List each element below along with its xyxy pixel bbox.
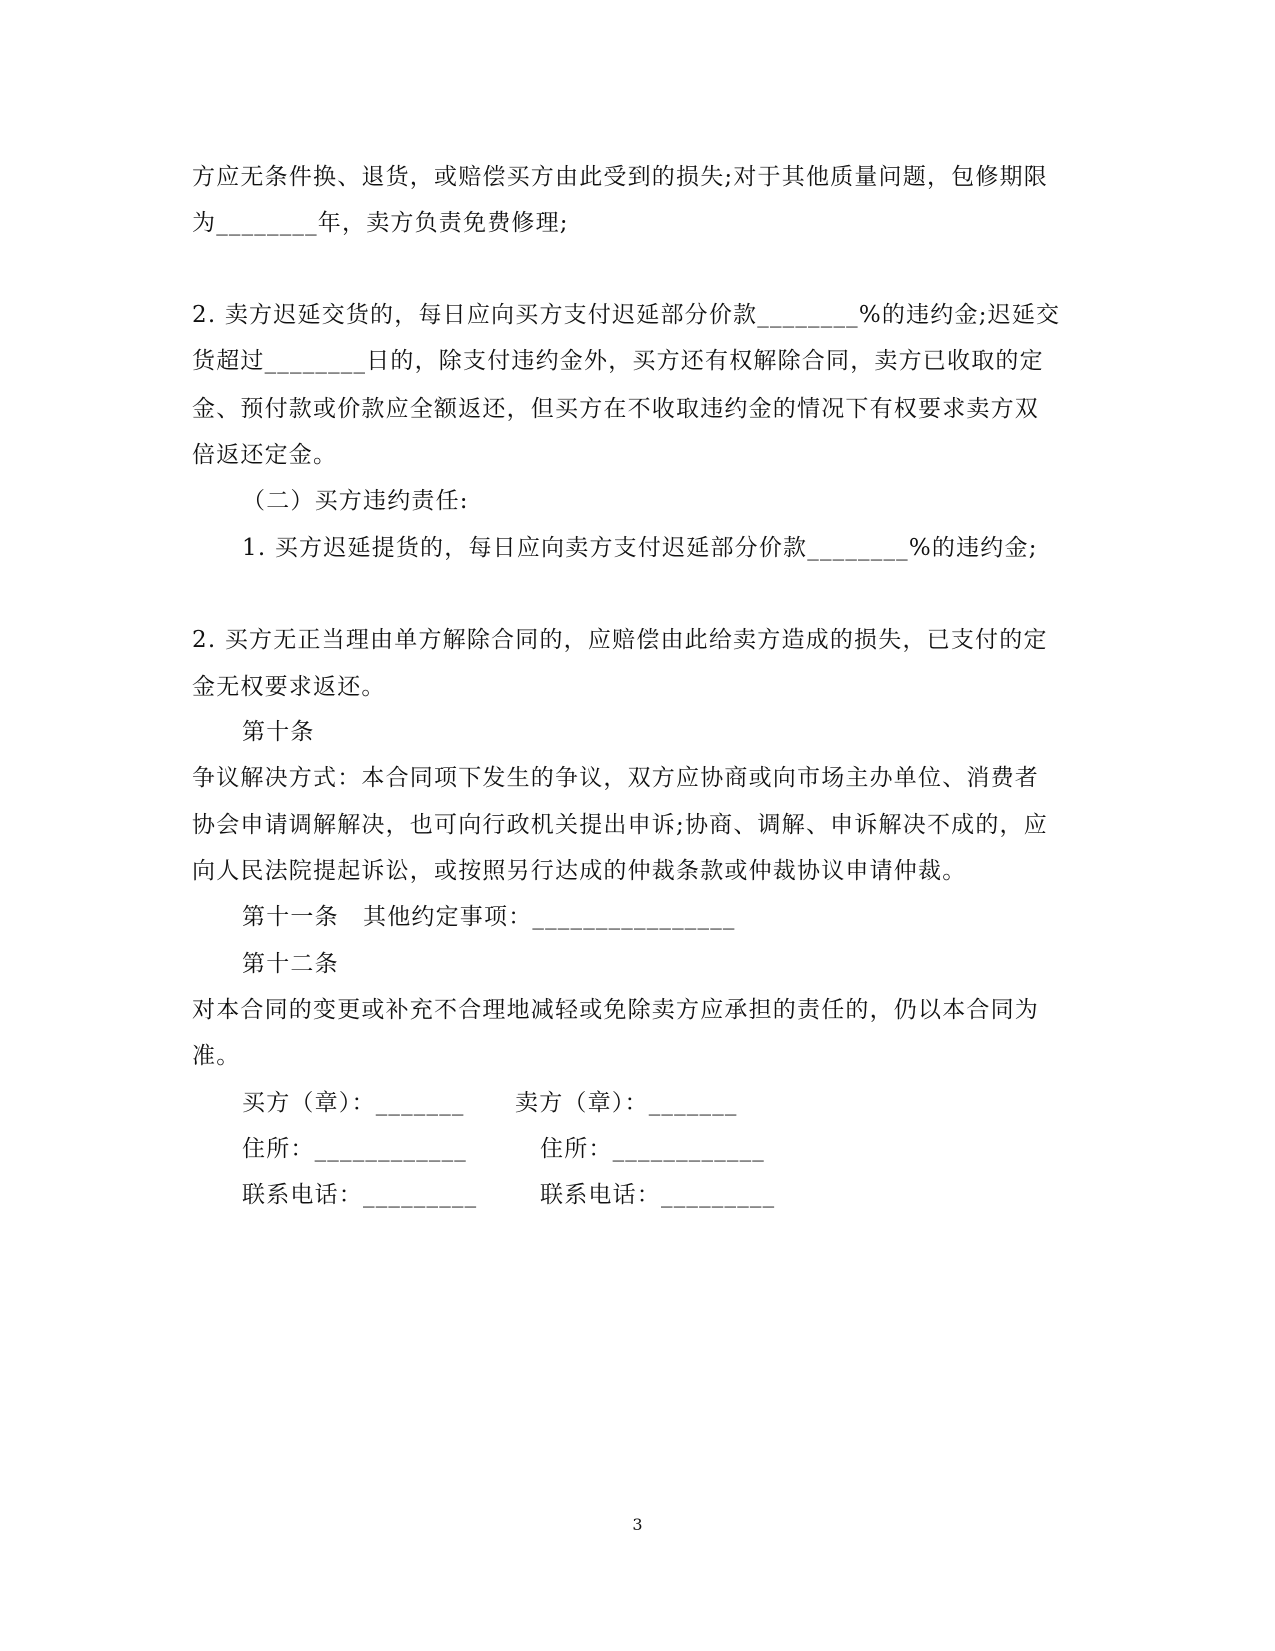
seller-phone-field: 联系电话：_________ [540,1182,776,1208]
article-heading: 第十一条 其他约定事项：________________ [242,904,736,930]
buyer-phone-field: 联系电话：_________ [242,1182,478,1208]
seller-seal-field: 卖方（章）：_______ [515,1090,738,1116]
paragraph-line: 1. 买方迟延提货的，每日应向卖方支付迟延部分价款________%的违约金; [242,535,1038,561]
paragraph-line: 为________年，卖方负责免费修理; [192,210,569,236]
paragraph-line: 2. 卖方迟延交货的，每日应向买方支付迟延部分价款________%的违约金;迟延交 [192,302,1061,328]
section-heading: （二）买方违约责任: [242,488,469,514]
article-heading: 第十二条 [242,951,339,977]
paragraph-line: 方应无条件换、退货，或赔偿买方由此受到的损失;对于其他质量问题，包修期限 [192,164,1048,190]
paragraph-line: 准。 [192,1043,241,1069]
paragraph-line: 金无权要求返还。 [192,674,386,700]
paragraph-line: 争议解决方式：本合同项下发生的争议，双方应协商或向市场主办单位、消费者 [192,765,1039,791]
paragraph-line: 货超过________日的，除支付违约金外，买方还有权解除合同，卖方已收取的定 [192,348,1044,374]
article-heading: 第十条 [242,719,315,745]
paragraph-line: 向人民法院提起诉讼，或按照另行达成的仲裁条款或仲裁协议申请仲裁。 [192,858,967,884]
paragraph-line: 对本合同的变更或补充不合理地减轻或免除卖方应承担的责任的，仍以本合同为 [192,997,1039,1023]
page-number: 3 [632,1515,643,1534]
paragraph-line: 2. 买方无正当理由单方解除合同的，应赔偿由此给卖方造成的损失，已支付的定 [192,627,1048,653]
buyer-seal-field: 买方（章）：_______ [242,1090,465,1116]
paragraph-line: 协会申请调解解决，也可向行政机关提出申诉;协商、调解、申诉解决不成的，应 [192,812,1048,838]
buyer-address-field: 住所：____________ [242,1136,467,1162]
seller-address-field: 住所：____________ [540,1136,765,1162]
paragraph-line: 倍返还定金。 [192,442,338,468]
paragraph-line: 金、预付款或价款应全额返还，但买方在不收取违约金的情况下有权要求卖方双 [192,396,1039,422]
